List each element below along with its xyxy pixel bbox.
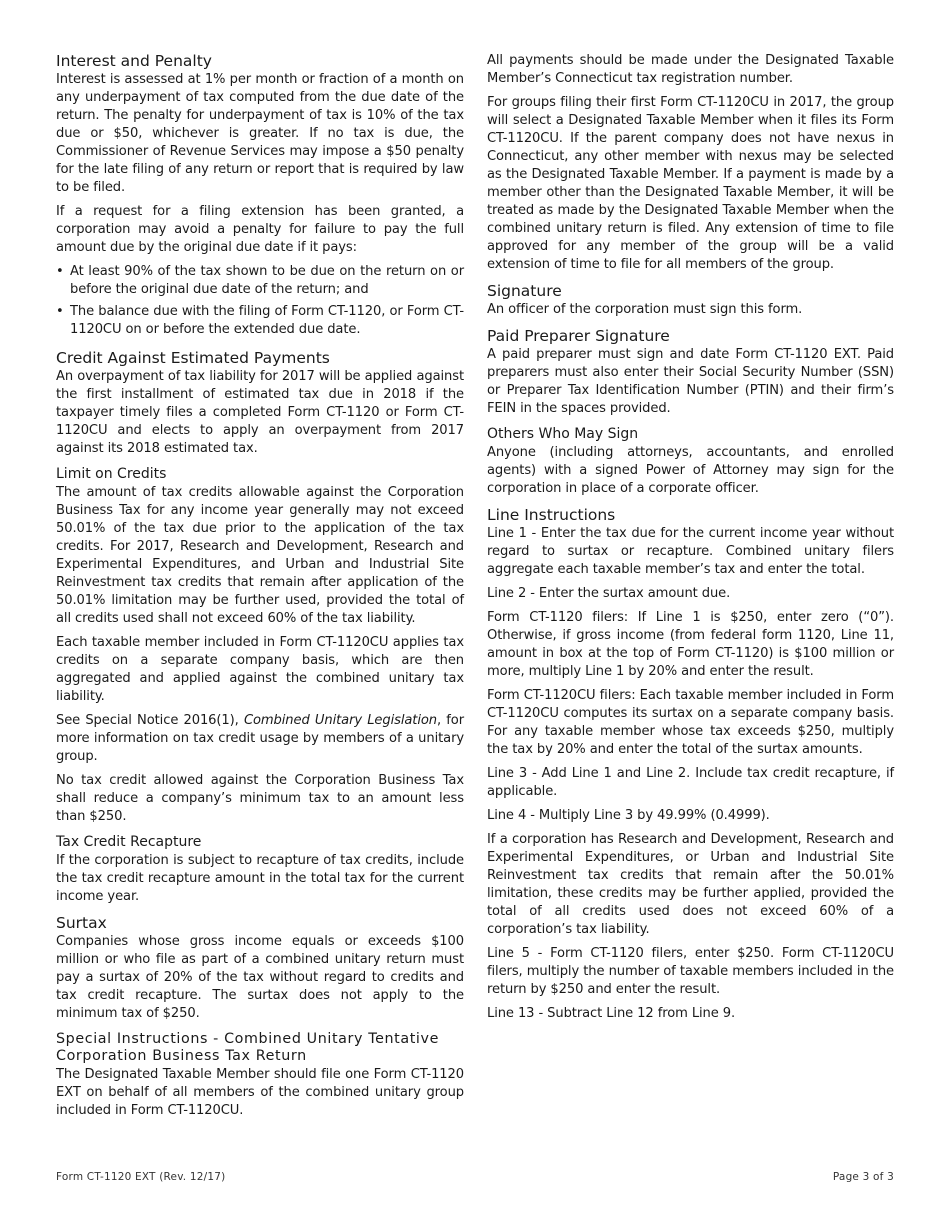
list-item: • The balance due with the filing of Form CT-1120, or Form CT-1120CU on or before the extended due date.: [56, 304, 464, 337]
heading-limit-credits: Limit on Credits: [56, 466, 167, 482]
paragraph: If the corporation is subject to recapture of tax credits, include the tax credit recapture amount in the total tax for the current income year.: [56, 853, 464, 904]
section-interest-penalty: [56, 52, 464, 339]
heading-line-instructions: Line Instructions: [487, 506, 616, 524]
paragraph: Anyone (including attorneys, accountants, and enrolled agents) with a signed Power of Attorney may sign for the corporation in place of a corporate officer.: [487, 445, 894, 496]
left-column: [56, 52, 464, 1128]
paragraph: The Designated Taxable Member should file one Form CT-1120 EXT on behalf of all members of the combined unitary group included in Form CT-1120CU.: [56, 1067, 464, 1118]
heading-paid-preparer: Paid Preparer Signature: [487, 327, 670, 345]
footer-page-number: Page 3 of 3: [832, 1171, 894, 1183]
section-surtax: [56, 914, 464, 1023]
heading-surtax: Surtax: [56, 914, 107, 932]
heading-signature: Signature: [487, 282, 562, 300]
section-paid-preparer: [487, 327, 894, 418]
paragraph: Interest is assessed at 1% per month or fraction of a month on any underpayment of tax computed from the due date of the return. The penalty for underpayment of tax is 10% of the tax due or $50, whichever is greater. If no tax is due, the Commissioner of Revenue Services may impose a $50 penalty for the late filing of any return or report that is required by law to be filed.: [56, 72, 464, 195]
bullet-list: [56, 263, 464, 339]
paragraph: No tax credit allowed against the Corporation Business Tax shall reduce a company’s minimum tax to an amount less than $250.: [56, 773, 464, 824]
line-instruction: Line 3 - Add Line 1 and Line 2. Include tax credit recapture, if applicable.: [487, 766, 894, 799]
section-payments: [487, 52, 894, 274]
line-instruction: Line 4 - Multiply Line 3 by 49.99% (0.4999).: [487, 808, 770, 823]
line-instruction: Form CT-1120CU filers: Each taxable member included in Form CT-1120CU computes its surtax on a separate company basis. For any taxable member whose tax exceeds $250, multiply the tax by 20% and enter the total of the surtax amounts.: [487, 688, 894, 757]
line-instruction: Line 13 - Subtract Line 12 from Line 9.: [487, 1006, 736, 1021]
line-instruction: Line 1 - Enter the tax due for the current income year without regard to surtax or recapture. Combined unitary filers aggregate each taxable member’s tax and enter the total.: [487, 526, 894, 577]
paragraph: A paid preparer must sign and date Form CT-1120 EXT. Paid preparers must also enter their Social Security Number (SSN) or Preparer Tax Identification Number (PTIN) and their firm’s FEIN in the spaces provided.: [487, 347, 894, 416]
paragraph: An overpayment of tax liability for 2017 will be applied against the first installment of estimated tax due in 2018 if the taxpayer timely files a completed Form CT-1120 or Form CT-1120CU and elects to apply an overpayment from 2017 against its 2018 estimated tax.: [56, 369, 464, 456]
heading-tax-credit-recapture: Tax Credit Recapture: [56, 834, 202, 850]
paragraph: Companies whose gross income equals or exceeds $100 million or who file as part of a combined unitary return must pay a surtax of 20% of the tax without regard to credits and tax credit recapture. The surtax does not apply to the minimum tax of $250.: [56, 934, 464, 1021]
section-limit-credits: [56, 466, 464, 826]
paragraph: Each taxable member included in Form CT-1120CU applies tax credits on a separate company basis, which are then aggregated and applied against the combined unitary tax liability.: [56, 635, 464, 704]
heading-interest-penalty: Interest and Penalty: [56, 52, 212, 70]
bullet-icon: •: [56, 304, 64, 319]
right-column: [487, 52, 894, 1031]
paragraph: See Special Notice 2016(1), Combined Unitary Legislation, for more information on tax credit usage by members of a unitary group.: [56, 713, 464, 764]
line-instruction: Line 5 - Form CT-1120 filers, enter $250. Form CT-1120CU filers, multiply the number of taxable members included in the return by $250 and enter the result.: [487, 946, 894, 997]
line-instruction: Form CT-1120 filers: If Line 1 is $250, enter zero (“0”). Otherwise, if gross income (from federal form 1120, Line 11, amount in box at the top of Form CT-1120) is $100 million or more, multiply Line 1 by 20% and enter the result.: [487, 610, 894, 679]
footer-form-id: Form CT-1120 EXT (Rev. 12/17): [56, 1171, 226, 1183]
paragraph: If a request for a filing extension has been granted, a corporation may avoid a penalty for failure to pay the full amount due by the original due date if it pays:: [56, 204, 464, 255]
paragraph: For groups filing their first Form CT-1120CU in 2017, the group will select a Designated Taxable Member when it files its Form CT-1120CU. If the parent company does not have nexus in Connecticut, any other member with nexus may be selected as the Designated Taxable Member. If a payment is made by a member other than the Designated Taxable Member, it will be treated as made by the Designated Taxable Member when the combined unitary return is filed. Any extension of time to file approved for any member of the group will be a valid extension of time to file for all members of the group.: [487, 95, 894, 272]
heading-credit-estimated: Credit Against Estimated Payments: [56, 349, 330, 367]
heading-special-instructions: Special Instructions - Combined Unitary Tentative Corporation Business Tax Return: [56, 1031, 439, 1064]
bullet-icon: •: [56, 264, 64, 279]
paragraph: The amount of tax credits allowable against the Corporation Business Tax for any income year generally may not exceed 50.01% of the tax due prior to the application of the tax credits. For 2017, Research and Development, Research and Experimental Expenditures, and Urban and Industrial Site Reinvestment tax credits that remain after application of the 50.01% limitation may be further used, provided the total of all credits used shall not exceed 60% of the tax liability.: [56, 485, 464, 626]
section-tax-credit-recapture: [56, 834, 464, 906]
section-others-who-may-sign: [487, 426, 894, 498]
section-credit-estimated: [56, 349, 464, 458]
section-special-instructions: [56, 1031, 464, 1120]
line-instruction: Line 2 - Enter the surtax amount due.: [487, 586, 731, 601]
section-signature: [487, 282, 894, 319]
section-line-instructions: [487, 506, 894, 1023]
heading-others-who-may-sign: Others Who May Sign: [487, 426, 639, 442]
paragraph: All payments should be made under the Designated Taxable Member’s Connecticut tax registration number.: [487, 53, 894, 86]
special-notice-title: Combined Unitary Legislation: [243, 713, 437, 728]
line-instruction: If a corporation has Research and Development, Research and Experimental Expenditures, or Urban and Industrial Site Reinvestment tax credits that remain after the 50.01% limitation, these credits may be further applied, provided the total of all credits used does not exceed 60% of a corporation’s tax liability.: [487, 832, 894, 937]
paragraph: An officer of the corporation must sign this form.: [487, 302, 803, 317]
list-item: • At least 90% of the tax shown to be due on the return on or before the original due date of the return; and: [56, 264, 464, 297]
